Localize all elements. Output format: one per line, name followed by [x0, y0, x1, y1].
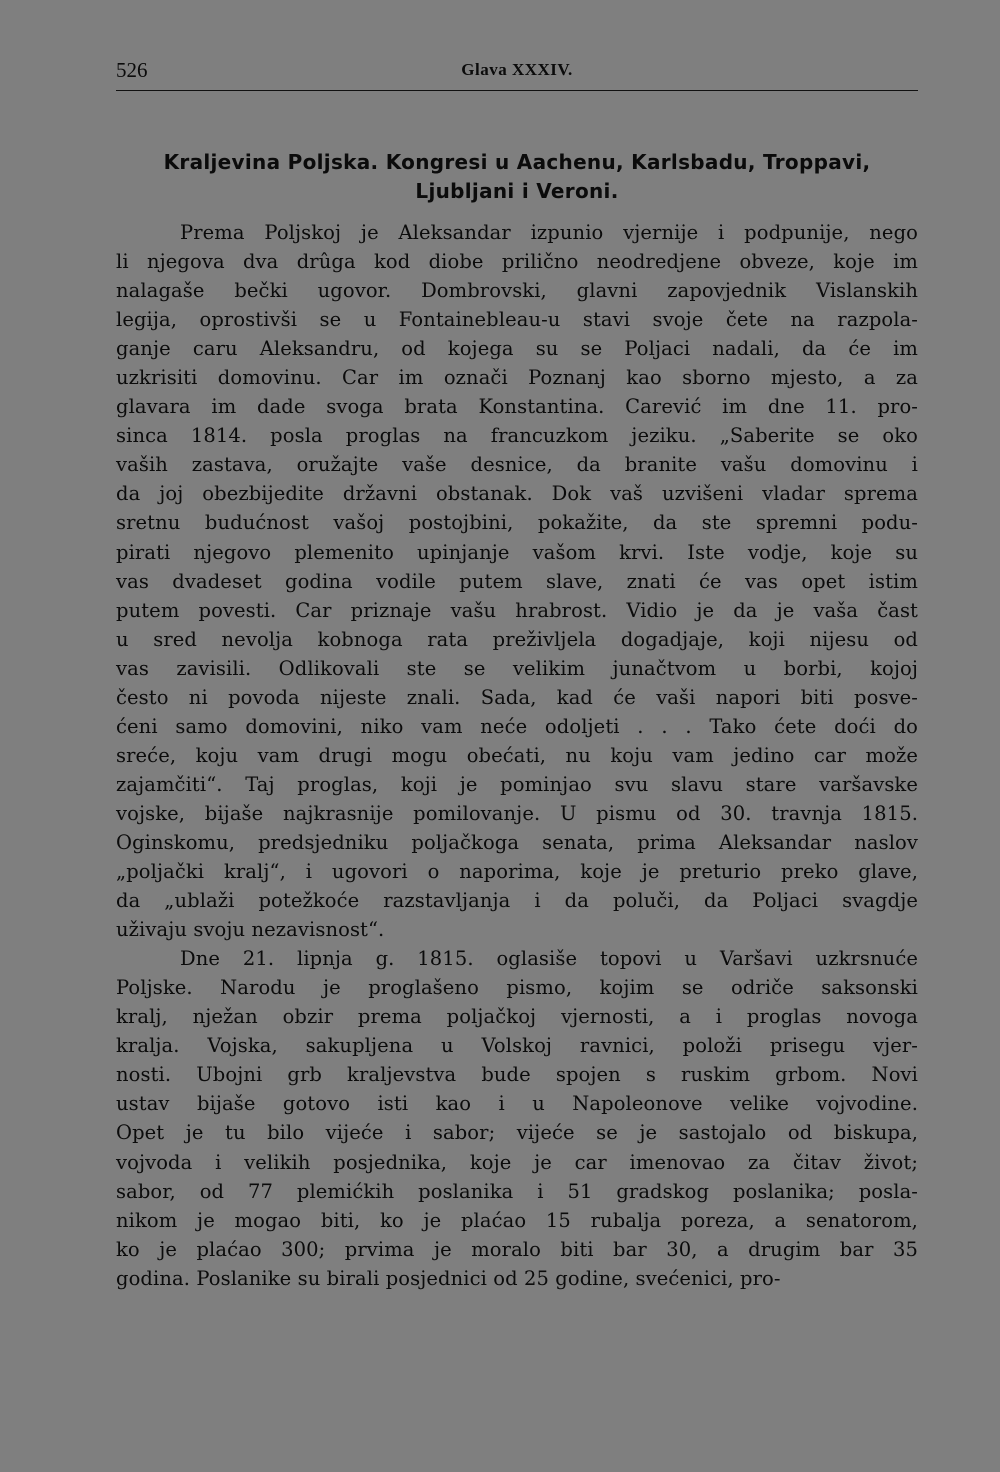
- text-line: Oginskomu, predsjedniku poljačkoga senata, prima Aleksandar naslov: [116, 830, 918, 854]
- text-line: u sred nevolja kobnoga rata preživljela dogadjaje, koji nijesu od: [116, 627, 918, 651]
- section-title-line: Ljubljani i Veroni.: [415, 179, 619, 203]
- text-line: nalagaše bečki ugovor. Dombrovski, glavni zapovjednik Vislanskih: [116, 279, 918, 303]
- text-line: često ni povoda nijeste znali. Sada, kad će vaši napori biti posve-: [116, 685, 918, 709]
- text-line: ćeni samo domovini, niko vam neće odoljeti . . . Tako ćete doći do: [116, 714, 918, 738]
- text-line: li njegova dva drûga kod diobe prilično neodredjene obveze, koje im: [116, 250, 918, 274]
- text-line: da „ublaži potežkoće razstavljanja i da poluči, da Poljaci svagdje: [116, 889, 918, 913]
- text-line: vaših zastava, oružajte vaše desnice, da branite vašu domovinu i: [116, 453, 918, 477]
- paragraph: [116, 944, 918, 1293]
- text-line: godina. Poslanike su birali posjednici od 25 godine, svećenici, pro-: [116, 1266, 781, 1290]
- text-line: „poljački kralj“, i ugovori o naporima, koje je preturio preko glave,: [116, 860, 918, 884]
- text-line: putem povesti. Car priznaje vašu hrabrost. Vidio je da je vaša čast: [116, 598, 918, 622]
- text-line: sinca 1814. posla proglas na francuzkom jeziku. „Saberite se oko: [116, 424, 918, 448]
- text-line: ganje caru Aleksandru, od kojega su se Poljaci nadali, da će im: [116, 337, 918, 361]
- text-line: glavara im dade svoga brata Konstantina. Carević im dne 11. pro-: [116, 395, 918, 419]
- text-line: pirati njegovo plemenito upinjanje vašom krvi. Iste vodje, koje su: [116, 540, 918, 564]
- text-line: vojske, bijaše najkrasnije pomilovanje. U pismu od 30. travnja 1815.: [116, 801, 918, 825]
- text-line: Opet je tu bilo vijeće i sabor; vijeće se je sastojalo od biskupa,: [116, 1121, 918, 1145]
- text-line: uživaju svoju nezavisnost“.: [116, 918, 385, 942]
- text-line: ustav bijaše gotovo isti kao i u Napoleonove velike vojvodine.: [116, 1092, 918, 1116]
- text-line: uzkrisiti domovinu. Car im označi Poznanj kao sborno mjesto, a za: [116, 366, 918, 390]
- text-line: vojvoda i velikih posjednika, koje je car imenovao za čitav život;: [116, 1150, 918, 1174]
- text-line: Prema Poljskoj je Aleksandar izpunio vjernije i podpunije, nego: [180, 221, 918, 244]
- text-line: sretnu budućnost vašoj postojbini, pokažite, da ste spremni podu-: [116, 511, 918, 535]
- section-title-line: Kraljevina Poljska. Kongresi u Aachenu, Karlsbadu, Troppavi,: [163, 150, 871, 174]
- text-line: da joj obezbijedite državni obstanak. Dok vaš uzvišeni vladar sprema: [116, 482, 918, 506]
- chapter-label: Glava XXXIV.: [461, 60, 573, 79]
- running-header: [116, 58, 918, 91]
- text-line: sreće, koju vam drugi mogu obećati, nu koju vam jedino car može: [116, 743, 918, 767]
- text-line: vas zavisili. Odlikovali ste se velikim junačtvom u borbi, kojoj: [116, 656, 918, 680]
- text-line: Dne 21. lipnja g. 1815. oglasiše topovi u Varšavi uzkrsnuće: [180, 947, 918, 971]
- text-line: ko je plaćao 300; prvima je moralo biti bar 30, a drugim bar 35: [116, 1237, 918, 1261]
- body-text: [116, 218, 918, 1293]
- text-line: nosti. Ubojni grb kraljevstva bude spojen s ruskim grbom. Novi: [116, 1063, 918, 1087]
- page-number: 526: [116, 58, 148, 82]
- section-title: [116, 148, 918, 206]
- text-line: sabor, od 77 plemićkih poslanika i 51 gradskog poslanika; posla-: [116, 1179, 918, 1203]
- text-line: zajamčiti“. Taj proglas, koji je pominjao svu slavu stare varšavske: [116, 772, 918, 796]
- text-line: legija, oprostivši se u Fontainebleau-u stavi svoje čete na razpola-: [116, 308, 918, 332]
- text-line: nikom je mogao biti, ko je plaćao 15 rubalja poreza, a senatorom,: [116, 1208, 918, 1232]
- text-line: kralj, nježan obzir prema poljačkoj vjernosti, a i proglas novoga: [116, 1005, 918, 1029]
- text-line: vas dvadeset godina vodile putem slave, znati će vas opet istim: [116, 569, 918, 593]
- text-line: kralja. Vojska, sakupljena u Volskoj ravnici, položi prisegu vjer-: [116, 1034, 918, 1058]
- paragraph: [116, 218, 918, 944]
- text-line: Poljske. Narodu je proglašeno pismo, kojim se odriče saksonski: [116, 976, 918, 1000]
